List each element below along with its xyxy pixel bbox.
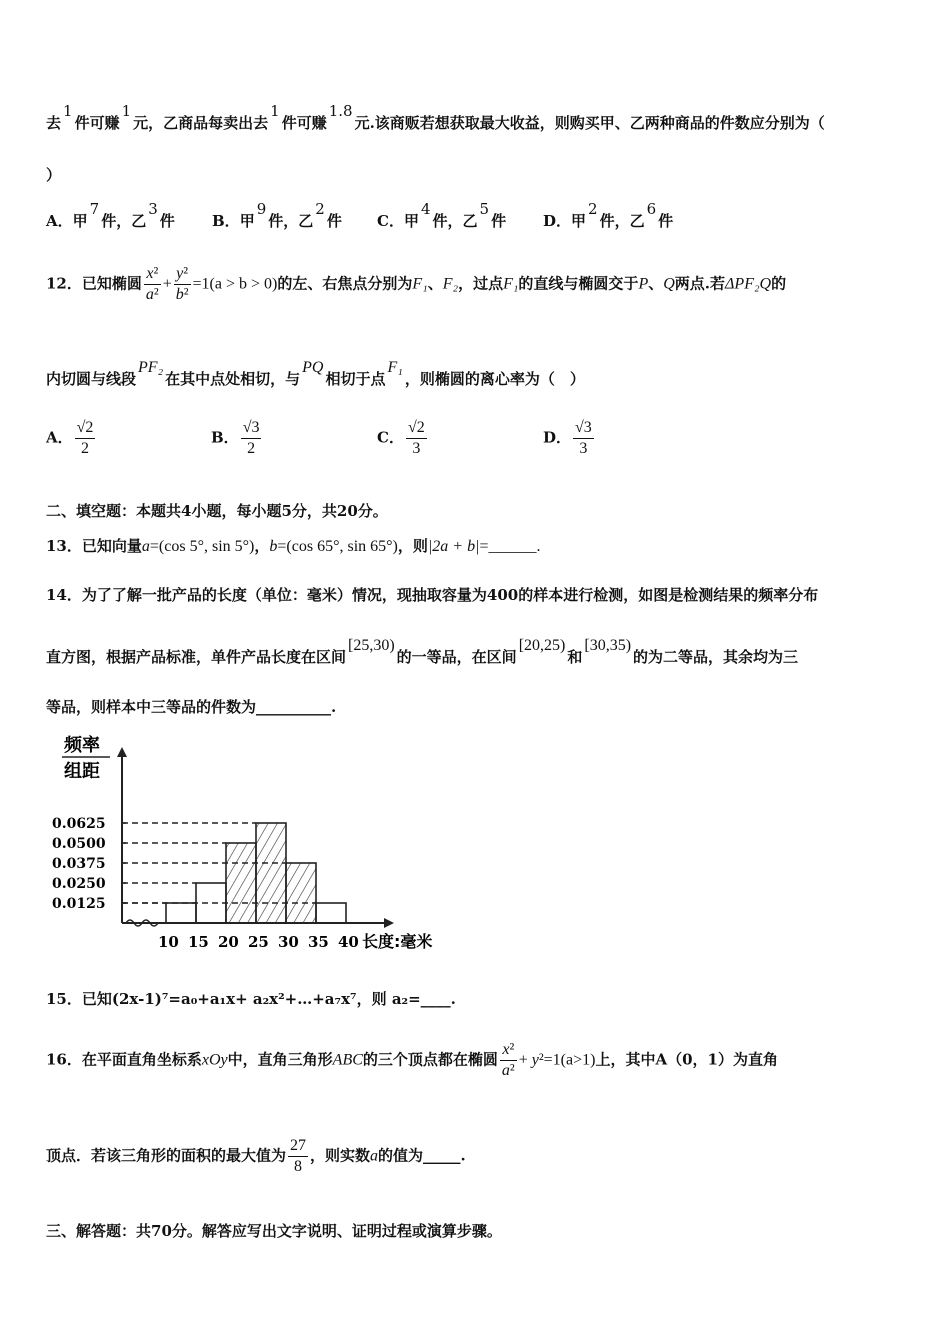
math-value: 1 (63, 102, 73, 120)
q12-option-a: A． $\frac{√2}{2}$ (46, 419, 94, 457)
q12-line2: 内切圆与线段PF₂在其中点处相切，与PQ相切于点F₁，则椭圆的离心率为（ ） (46, 359, 585, 388)
histogram-bar (286, 863, 316, 923)
histogram-bar (166, 903, 196, 923)
y-tick-label: 0.0625 (52, 816, 106, 832)
q11-option-b: B．甲9件，乙2件 (212, 200, 342, 230)
y-label-bottom: 组距 (64, 761, 100, 782)
y-tick-label: 0.0125 (52, 896, 106, 912)
section-2-heading: 二、填空题：本题共4小题，每小题5分，共20分。 (46, 502, 388, 520)
text: 件可赚 (74, 114, 120, 132)
frequency-histogram (52, 733, 462, 955)
x-axis-label: 长度:毫米 (362, 932, 433, 951)
q12-line1: 12．已知椭圆 $\frac{\text{x²}}{\text{a²}}$ + $\frac{\text{y²}}{\text{b²}}$ =1(a > b > 0)的左、右焦点分别为F₁、F₂，过点F₁的直线与椭圆交于P、Q两点.若ΔPF₂Q的 (46, 265, 787, 303)
y-tick-label: 0.0250 (52, 876, 106, 892)
ellipse-x-term: $\frac{\text{x²}}{\text{a²}}$ (145, 265, 159, 303)
q16-line1: 16．在平面直角坐标系xOy中，直角三角形ABC的三个顶点都在椭圆 $\frac{\text{x²}}{\text{a²}}$ + y²=1(a>1)上，其中A（0，1）为直角 (46, 1041, 778, 1079)
math-value: 1.8 (328, 102, 353, 120)
q14-line2: 直方图，根据产品标准，单件产品长度在区间[25,30)的一等品，在区间[20,25)和[30,35)的为二等品，其余均为三 (46, 637, 799, 666)
q12-option-b: B． $\frac{√3}{2}$ (211, 419, 260, 457)
x-tick-label: 40 (338, 933, 359, 951)
q16-line2: 顶点．若该三角形的面积的最大值为 $\frac{27}{8}$ ，则实数a的值为_____. (46, 1137, 466, 1175)
q11-option-c: C．甲4件，乙5件 (377, 200, 507, 230)
histogram-bar (256, 823, 286, 923)
q12-option-c: C． $\frac{√2}{3}$ (377, 419, 425, 457)
x-tick-label: 25 (248, 933, 269, 951)
x-tick-label: 15 (188, 933, 209, 951)
q11-option-a: A．甲7件，乙3件 (46, 200, 175, 230)
math-value: 1 (121, 102, 132, 120)
histogram-bar (196, 883, 226, 923)
ellipse-x-term: $\frac{\text{x²}}{\text{a²}}$ (501, 1041, 515, 1079)
q14-line3: 等品，则样本中三等品的件数为__________. (46, 698, 337, 716)
x-axis-arrow (384, 918, 394, 928)
ellipse-y-term: $\frac{\text{y²}}{\text{b²}}$ (175, 265, 189, 303)
histogram-bar (226, 843, 256, 923)
x-tick-label: 10 (158, 933, 179, 951)
x-tick-label: 30 (278, 933, 299, 951)
q12-option-d: D． $\frac{√3}{3}$ (543, 419, 592, 457)
q14-line1: 14．为了了解一批产品的长度（单位：毫米）情况，现抽取容量为400的样本进行检测，如图是检测结果的频率分布 (46, 586, 819, 604)
x-tick-label: 35 (308, 933, 329, 951)
text: 去 (46, 114, 62, 132)
text: 件可赚 (281, 114, 327, 132)
y-tick-label: 0.0375 (52, 856, 106, 872)
q11-line2: ） (46, 166, 62, 184)
y-label-top: 频率 (64, 735, 100, 756)
y-tick-label: 0.0500 (52, 836, 106, 852)
math-value: 1 (270, 102, 280, 120)
q11-line1 (46, 102, 825, 133)
q13-line: 13．已知向量a=(cos 5°, sin 5°)，b=(cos 65°, sin 65°)，则|2a + b|=______. (46, 537, 541, 555)
text: 元，乙商品每卖出去 (133, 114, 269, 132)
histogram-bar (316, 903, 346, 923)
x-tick-label: 20 (218, 933, 239, 951)
y-axis-arrow (117, 747, 127, 757)
section-3-heading: 三、解答题：共70分。解答应写出文字说明、证明过程或演算步骤。 (46, 1222, 502, 1240)
q11-option-d: D．甲2件，乙6件 (543, 200, 674, 230)
q15-line: 15．已知(2x-1)⁷=a₀+a₁x+ a₂x²+…+a₇x⁷，则 a₂=____. (46, 990, 456, 1008)
text: 元.该商贩若想获取最大收益，则购买甲、乙两种商品的件数应分别为（ (354, 114, 825, 132)
